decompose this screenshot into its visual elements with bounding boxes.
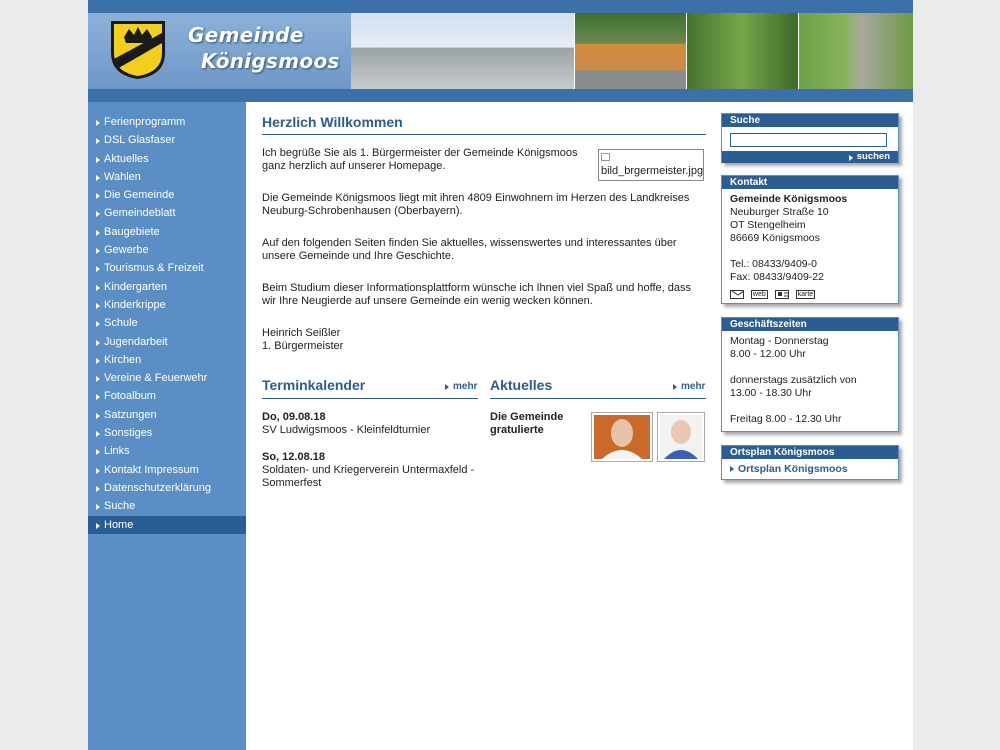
calendar-event[interactable]: [262, 411, 477, 437]
arrow-right-icon: [96, 504, 100, 510]
sidebar-item[interactable]: [88, 516, 246, 534]
sidebar-item[interactable]: [88, 351, 246, 369]
coat-of-arms-icon: [109, 19, 167, 81]
calendar-divider: [262, 398, 478, 399]
sidebar-item[interactable]: [88, 461, 246, 479]
hours-line: [730, 361, 890, 374]
sidebar-item-label: Jugendarbeit: [104, 335, 168, 348]
calendar-more-label: mehr: [453, 381, 478, 392]
header-bar: [88, 89, 913, 102]
arrow-right-icon: [96, 394, 100, 400]
search-button-bar: [722, 151, 898, 163]
search-button[interactable]: [849, 151, 890, 163]
arrow-right-icon: [96, 376, 100, 382]
arrow-right-icon: [96, 449, 100, 455]
hours-line: Montag - Donnerstag: [730, 335, 829, 347]
sidebar-item[interactable]: [88, 241, 246, 259]
search-box-title: Suche: [722, 114, 898, 127]
map-link[interactable]: [730, 461, 890, 477]
page: [88, 0, 913, 750]
arrow-right-icon: [96, 321, 100, 327]
arrow-right-icon: [730, 466, 734, 472]
sidebar-item[interactable]: [88, 131, 246, 149]
arrow-right-icon: [96, 285, 100, 291]
stone-photo: [799, 13, 913, 89]
arrow-right-icon: [96, 193, 100, 199]
calendar-event[interactable]: [262, 451, 477, 490]
logo-area[interactable]: [88, 13, 351, 89]
sidebar-item-label: Tourismus & Freizeit: [104, 262, 204, 275]
sidebar-item[interactable]: [88, 278, 246, 296]
arrow-right-icon: [673, 384, 677, 390]
sidebar-item[interactable]: [88, 113, 246, 131]
search-box: [721, 113, 899, 163]
sidebar-item[interactable]: [88, 442, 246, 460]
event-date: So, 12.08.18: [262, 451, 325, 463]
hours-line: 13.00 - 18.30 Uhr: [730, 387, 812, 399]
sidebar-item[interactable]: [88, 150, 246, 168]
mail-icon[interactable]: [730, 290, 744, 299]
arrow-right-icon: [96, 211, 100, 217]
arrow-right-icon: [96, 486, 100, 492]
hours-line: donnerstags zusätzlich von: [730, 374, 857, 386]
contact-box: [721, 175, 899, 304]
sidebar-nav: [88, 102, 246, 750]
portrait-woman-icon: [660, 415, 702, 459]
arrow-right-icon: [96, 157, 100, 163]
sidebar-item[interactable]: [88, 497, 246, 515]
calendar-more-link[interactable]: [445, 381, 477, 392]
title-divider: [262, 134, 706, 135]
sidebar-item-label: Links: [104, 445, 130, 458]
sidebar-item[interactable]: [88, 333, 246, 351]
arrow-right-icon: [96, 340, 100, 346]
paragraph-study: Beim Studium dieser Informationsplattform wünsche ich Ihnen viel Spaß und hoffe, dass wir Ihre Neugierde auf unsere Gemeinde ein wenig wecken können.: [262, 282, 692, 307]
contact-city: 86669 Königsmoos: [730, 232, 820, 244]
nav-list: [88, 102, 246, 534]
sidebar-item[interactable]: [88, 168, 246, 186]
hours-body: [722, 331, 898, 430]
search-input[interactable]: [730, 133, 887, 147]
map-link-label: Ortsplan Königsmoos: [738, 463, 848, 475]
news-photo[interactable]: [591, 412, 653, 462]
news-photo[interactable]: [657, 412, 705, 462]
arrow-right-icon: [849, 155, 853, 161]
sidebar-item-label: Fotoalbum: [104, 390, 156, 403]
hours-box: [721, 317, 899, 432]
contact-tel: Tel.: 08433/9409-0: [730, 258, 817, 270]
header: [88, 13, 913, 89]
news-more-label: mehr: [681, 381, 706, 392]
building-photo: [575, 13, 686, 89]
map-box-title: Ortsplan Königsmoos: [722, 446, 898, 459]
search-button-label: suchen: [856, 151, 890, 162]
arrow-right-icon: [96, 468, 100, 474]
sidebar-item-label: Gewerbe: [104, 244, 149, 257]
news-item-link[interactable]: Die Gemeinde gratulierte: [490, 411, 564, 436]
sidebar-item[interactable]: [88, 479, 246, 497]
sidebar-item-label: Ferienprogramm: [104, 116, 186, 128]
map-box: [721, 445, 899, 480]
mayor-image: [598, 149, 704, 181]
arrow-right-icon: [96, 230, 100, 236]
sidebar-item-label: Kinderkrippe: [104, 298, 166, 311]
hours-box-title: Geschäftszeiten: [722, 318, 898, 331]
event-text: Soldaten- und Kriegerverein Untermaxfeld - Sommerfest: [262, 464, 475, 489]
sidebar-item[interactable]: [88, 186, 246, 204]
arrow-right-icon: [96, 120, 100, 126]
sidebar-item[interactable]: [88, 296, 246, 314]
contact-district: OT Stengelheim: [730, 219, 806, 231]
arrow-right-icon: [96, 523, 100, 529]
arrow-right-icon: [96, 266, 100, 272]
sidebar-item-label: Kirchen: [104, 353, 142, 366]
site-name-line1: Gemeinde: [188, 23, 304, 47]
sidebar-item[interactable]: [88, 204, 246, 222]
news-more-link[interactable]: [673, 381, 705, 392]
event-date: Do, 09.08.18: [262, 411, 326, 423]
arrow-right-icon: [96, 413, 100, 419]
sidebar-item[interactable]: [88, 424, 246, 442]
sidebar-item-label: DSL Glasfaser: [104, 134, 176, 147]
arrow-right-icon: [445, 384, 449, 390]
contact-street: Neuburger Straße 10: [730, 206, 829, 218]
arrow-right-icon: [96, 248, 100, 254]
sidebar-item-label: Schule: [104, 317, 138, 330]
monument-photo: [687, 13, 798, 89]
sidebar-item[interactable]: [88, 369, 246, 387]
hours-line: Freitag 8.00 - 12.30 Uhr: [730, 413, 842, 425]
sidebar-item-label: Die Gemeinde: [104, 189, 175, 202]
page-title: Herzlich Willkommen: [262, 114, 403, 130]
sidebar-item-label: Suche: [104, 500, 136, 513]
contact-fax: Fax: 08433/9409-22: [730, 271, 824, 283]
mayor-image-alt: bild_brgermeister.jpg: [601, 165, 704, 177]
sidebar-item[interactable]: [88, 223, 246, 241]
signature-name: Heinrich Seißler: [262, 327, 341, 339]
vcard-icon[interactable]: [775, 290, 789, 299]
sidebar-item-label: Satzungen: [104, 408, 157, 421]
hours-line: 8.00 - 12.00 Uhr: [730, 348, 806, 360]
signature-role: 1. Bürgermeister: [262, 340, 344, 352]
news-divider: [490, 398, 706, 399]
paragraph-location: Die Gemeinde Königsmoos liegt mit ihren 4809 Einwohnern im Herzen des Landkreises Neuburg-Schrobenhausen (Oberbayern).: [262, 192, 690, 217]
arrow-right-icon: [96, 431, 100, 437]
news-title: Aktuelles: [490, 377, 553, 393]
arrow-right-icon: [96, 358, 100, 364]
calendar-title: Terminkalender: [262, 377, 366, 393]
sidebar-item-label: Datenschutzerklärung: [104, 481, 212, 494]
arrow-right-icon: [96, 303, 100, 309]
contact-box-title: Kontakt: [722, 176, 898, 189]
sidebar-item-label: Home: [104, 518, 134, 531]
contact-icons: [730, 288, 890, 301]
sidebar-item[interactable]: [88, 406, 246, 424]
sidebar-item-label: Sonstiges: [104, 427, 153, 440]
arrow-right-icon: [96, 138, 100, 144]
sidebar-item-label: Vereine & Feuerwehr: [104, 372, 208, 385]
sidebar-item-label: Kontakt Impressum: [104, 463, 199, 476]
sidebar-item-label: Baugebiete: [104, 225, 160, 238]
sidebar-item-label: Wahlen: [104, 170, 141, 183]
web-icon[interactable]: web: [752, 290, 766, 298]
paragraph-pages: Auf den folgenden Seiten finden Sie aktuelles, wissenswertes und interessantes über unsere Gemeinde und Ihre Geschichte.: [262, 237, 677, 262]
sidebar-item-label: Kindergarten: [104, 280, 167, 293]
arrow-right-icon: [96, 175, 100, 181]
sidebar-item[interactable]: [88, 387, 246, 405]
sidebar-item[interactable]: [88, 259, 246, 277]
sidebar-item-label: Gemeindeblatt: [104, 207, 176, 220]
hours-line: [730, 400, 890, 413]
sidebar-item-label: Aktuelles: [104, 152, 149, 165]
portrait-man-icon: [594, 415, 650, 459]
town-hall-photo: [351, 13, 574, 89]
map-icon[interactable]: karte: [797, 290, 814, 298]
top-strip: [88, 0, 913, 13]
event-text: SV Ludwigsmoos - Kleinfeldturnier: [262, 424, 431, 436]
intro-paragraph: Ich begrüße Sie als 1. Bürgermeister der Gemeinde Königsmoos ganz herzlich auf unserer Homepage.: [262, 147, 578, 172]
contact-name: Gemeinde Königsmoos: [730, 193, 848, 205]
sidebar-item[interactable]: [88, 314, 246, 332]
site-name-line2: Königsmoos: [201, 49, 340, 73]
broken-image-icon: [601, 153, 610, 161]
